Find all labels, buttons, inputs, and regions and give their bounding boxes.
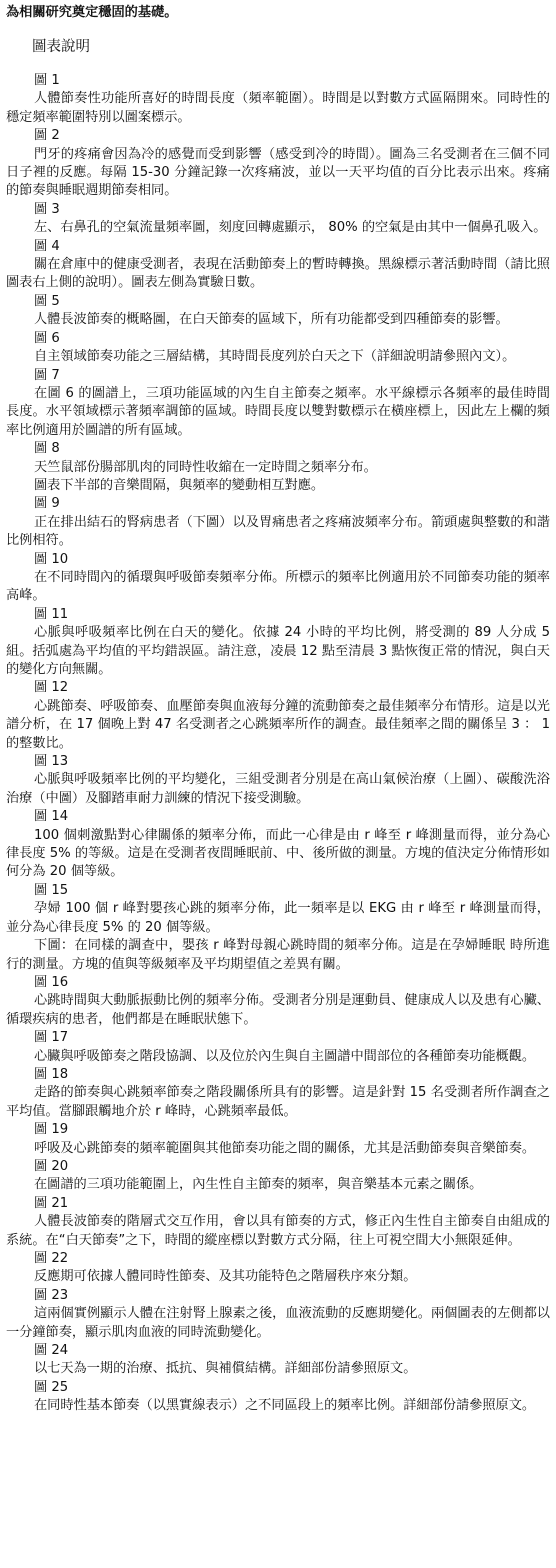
section-title: 圖表說明 — [32, 39, 90, 55]
figure-label: 圖 18 — [34, 1066, 69, 1082]
figure-caption — [6, 1342, 550, 1379]
figure-caption — [6, 753, 550, 808]
figure-label: 圖 17 — [34, 1030, 69, 1046]
intro-line: 為相關研究奠定穩固的基礎。 — [6, 5, 178, 20]
figure-caption — [6, 882, 550, 974]
figure-label: 圖 25 — [34, 1379, 69, 1395]
figure-description: 心臟與呼吸節奏之階段協調、以及位於內生與自主圖譜中間部位的各種節奏功能概觀。 — [34, 1048, 536, 1064]
figure-caption — [6, 293, 550, 330]
figure-caption — [6, 238, 550, 293]
figure-caption — [6, 606, 550, 680]
figure-label: 圖 15 — [34, 882, 69, 898]
figure-label: 圖 6 — [34, 330, 60, 346]
figure-caption — [6, 1287, 550, 1342]
figure-label: 圖 16 — [34, 974, 69, 990]
figure-label: 圖 12 — [34, 680, 69, 696]
figure-description: 心跳節奏、呼吸節奏、血壓節奏與血液每分鐘的流動節奏之最佳頻率分布情形。這是以光譜分析，在 17 個晚上對 47 名受測者之心跳頻率所作的調查。最佳頻率之間的關係呈 3 ： 1 的整數比。 — [6, 698, 550, 751]
figure-caption — [6, 495, 550, 550]
figure-description: 呼吸及心跳節奏的頻率範圍與其他節奏功能之間的關係，尤其是活動節奏與音樂節奏。 — [34, 1140, 536, 1156]
figure-label: 圖 4 — [34, 238, 60, 254]
figure-description: 左、右鼻孔的空氣流量頻率圖，刻度回轉處顯示， 80% 的空氣是由其中一個鼻孔吸入。 — [34, 220, 547, 236]
figure-caption — [6, 72, 550, 127]
figure-description: 這兩個實例顯示人體在注射腎上腺素之後，血液流動的反應期變化。兩個圖表的左側都以一分鐘節奏，顯示肌肉血液的同時流動變化。 — [6, 1306, 550, 1340]
figure-description: 人體長波節奏的概略圖，在白天節奏的區域下，所有功能都受到四種節奏的影響。 — [34, 312, 509, 328]
figure-description: 在圖 6 的圖譜上，三項功能區域的內生自主節奏之頻率。水平線標示各頻率的最佳時間長度。水平領域標示著頻率調節的區域。時間長度以雙對數標示在橫座標上，因此左上欄的頻率比例適用於圖譜的所有區域。 — [6, 385, 550, 438]
figure-description: 走路的節奏與心跳頻率節奏之階段關係所具有的影響。這是針對 15 名受測者所作調查之平均值。當腳跟觸地介於 r 峰時，心跳頻率最低。 — [6, 1085, 550, 1119]
figure-description: 門牙的疼痛會因為冷的感覺而受到影響（感受到冷的時間）。圖為三名受測者在三個不同日子裡的反應。每隔 15-30 分鐘記錄一次疼痛波，並以一天平均值的百分比表示出來。疼痛的節奏與睡眠週期節奏相同。 — [6, 146, 550, 199]
figure-caption — [6, 1250, 550, 1287]
figure-label: 圖 2 — [34, 128, 60, 144]
figure-description: 心跳時間與大動脈振動比例的頻率分佈。受測者分別是運動員、健康成人以及患有心臟、循環疾病的患者，他們都是在睡眠狀態下。 — [6, 993, 550, 1027]
figure-description: 在圖譜的三項功能範圍上，內生性自主節奏的頻率，與音樂基本元素之關係。 — [34, 1177, 483, 1193]
figure-caption — [6, 1379, 550, 1416]
figure-label: 圖 14 — [34, 809, 69, 825]
figure-label: 圖 19 — [34, 1122, 69, 1138]
figure-caption — [6, 1121, 550, 1158]
figure-description: 人體節奏性功能所喜好的時間長度（頻率範圍）。時間是以對數方式區隔開來。同時性的穩定頻率範圍特別以圖案標示。 — [6, 91, 550, 125]
figure-description: 關在倉庫中的健康受測者，表現在活動節奏上的暫時轉換。黑線標示著活動時間（請比照圖表右上側的說明）。圖表左側為實驗日數。 — [6, 257, 550, 291]
figure-caption — [6, 974, 550, 1029]
figure-caption — [6, 1158, 550, 1195]
figure-description: 心脈與呼吸頻率比例在白天的變化。依據 24 小時的平均比例，將受測的 89 人分成 5 組。括弧處為平均值的平均錯誤區。請注意，凌晨 12 點至清晨 3 點恢復正常的情況，與白天的變化方向無關。 — [6, 625, 550, 677]
figure-caption — [6, 201, 550, 238]
figure-caption — [6, 679, 550, 753]
figure-label: 圖 5 — [34, 293, 60, 309]
figure-caption — [6, 1066, 550, 1121]
figure-caption — [6, 367, 550, 441]
figure-description: 在不同時間內的循環與呼吸節奏頻率分佈。所標示的頻率比例適用於不同節奏功能的頻率高峰。 — [6, 569, 550, 604]
figure-label: 圖 13 — [34, 754, 69, 770]
figure-caption — [6, 1029, 550, 1066]
figure-description: 在同時性基本節奏（以黑實線表示）之不同區段上的頻率比例。詳細部份請參照原文。 — [34, 1398, 536, 1414]
figure-caption — [6, 127, 550, 201]
figure-caption — [6, 330, 550, 367]
figure-caption-list — [6, 72, 550, 1416]
figure-description: 人體長波節奏的階層式交互作用，會以具有節奏的方式，修正內生性自主節奏自由組成的系統。在“白天節奏”之下，時間的縱座標以對數方式分隔，往上可視空間大小無限延伸。 — [6, 1214, 550, 1248]
figure-label: 圖 8 — [34, 441, 60, 457]
figure-label: 圖 11 — [34, 606, 69, 622]
figure-description: 圖表下半部的音樂間隔，與頻率的變動相互對應。 — [34, 477, 325, 493]
figure-description: 以七天為一期的治療、抵抗、與補償結構。詳細部份請參照原文。 — [34, 1361, 417, 1377]
figure-description: 正在排出結石的腎病患者（下圖）以及胃痛患者之疼痛波頻率分布。箭頭處與整數的和諧比例相符。 — [6, 514, 550, 549]
figure-description: 下圖：在同樣的調查中，嬰孩 r 峰對母親心跳時間的頻率分佈。這是在孕婦睡眠 時所進行的測量。方塊的值與等級頻率及平均期望值之差異有關。 — [6, 938, 550, 972]
figure-caption — [6, 551, 550, 606]
figure-caption — [6, 1195, 550, 1250]
figure-description: 100 個刺激點對心律關係的頻率分佈，而此一心律是由 r 峰至 r 峰測量而得，並分為心律長度 5% 的等級。這是在受測者夜間睡眠前、中、後所做的測量。方塊的值決定分佈情形如何分為 20 個等級。 — [6, 827, 550, 880]
figure-label: 圖 10 — [34, 551, 69, 567]
figure-label: 圖 22 — [34, 1251, 69, 1266]
figure-caption — [6, 808, 550, 882]
figure-description: 天竺鼠部份腸部肌肉的同時性收縮在一定時間之頻率分布。 — [34, 459, 377, 475]
figure-label: 圖 1 — [34, 73, 60, 88]
figure-description: 反應期可依據人體同時性節奏、及其功能特色之階層秩序來分類。 — [34, 1269, 417, 1285]
figure-caption — [6, 440, 550, 495]
figure-label: 圖 3 — [34, 201, 60, 217]
figure-label: 圖 9 — [34, 496, 60, 512]
figure-description: 孕婦 100 個 r 峰對嬰孩心跳的頻率分佈，此一頻率是以 EKG 由 r 峰至 r 峰測量而得，並分為心律長度 5% 的 20 個等級。 — [6, 901, 550, 935]
figure-label: 圖 21 — [34, 1195, 69, 1211]
figure-label: 圖 24 — [34, 1343, 69, 1359]
figure-description: 心脈與呼吸頻率比例的平均變化，三組受測者分別是在高山氣候治療（上圖）、碳酸洗浴治療（中圖）及腳踏車耐力訓練的情況下接受測驗。 — [6, 772, 550, 806]
figure-label: 圖 7 — [34, 367, 60, 383]
figure-label: 圖 23 — [34, 1287, 69, 1303]
figure-label: 圖 20 — [34, 1158, 69, 1174]
figure-description: 自主領域節奏功能之三層結構，其時間長度列於白天之下（詳細說明請參照內文）。 — [34, 349, 516, 365]
